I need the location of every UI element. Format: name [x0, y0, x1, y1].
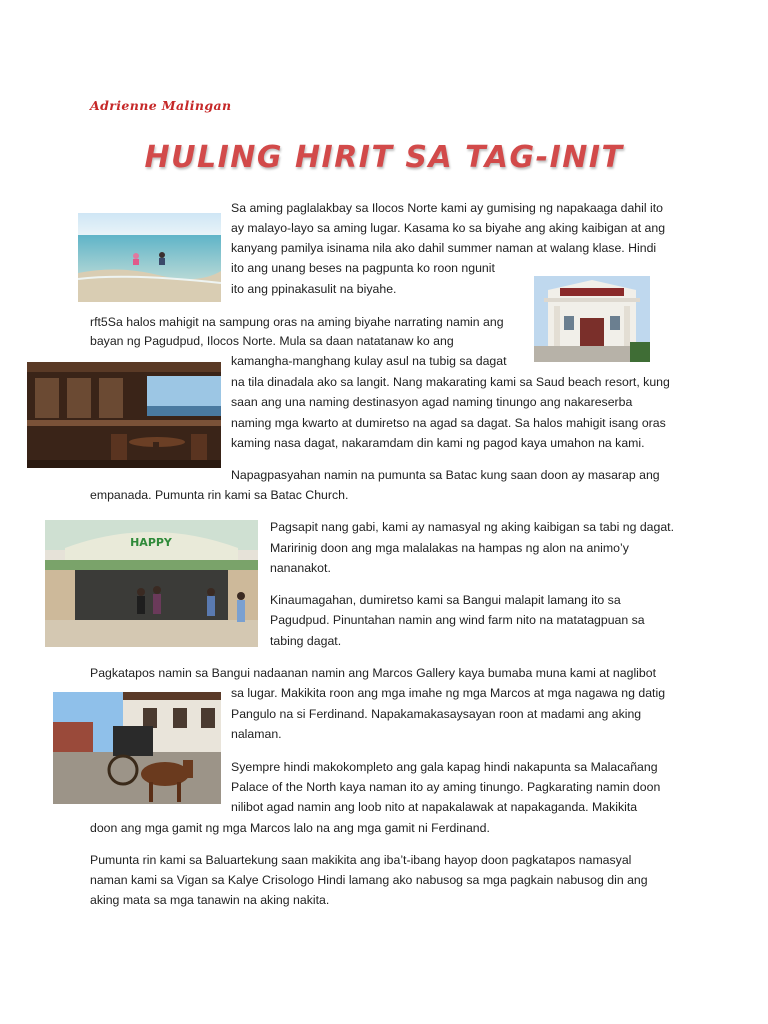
- svg-text:HAPPY: HAPPY: [130, 536, 172, 549]
- text-line: Pagudpud. Pinuntahan namin ang wind farm nito na matatagpuan sa: [270, 613, 645, 627]
- text-line: Pumunta rin kami sa Baluartekung saan makikita ang iba’t-ibang hayop doon pagkatapos namasyal: [90, 853, 632, 867]
- text-line: Pagkatapos namin sa Bangui nadaanan namin ang Marcos Gallery kaya bumaba muna kami at naglibot: [90, 666, 656, 680]
- text-line: Pagsapit nang gabi, kami ay namasyal ng aking kaibigan sa tabi ng dagat.: [270, 520, 675, 534]
- text-line: kamangha-manghang kulay asul na tubig sa dagat: [231, 354, 507, 368]
- text-line: doon ang mga gamit ng mga Marcos lalo na ang mga gamit ni Ferdinand.: [90, 821, 490, 835]
- text-line: ito ang ppinakasulit na biyahe.: [231, 282, 397, 296]
- text-line: kaming nasa dagat, nakaramdam din kami ng pagod kaya umahon na kami.: [231, 436, 645, 450]
- text-line: ito ang unang beses na pagpunta ko roon ngunit: [231, 261, 495, 275]
- beach-photo: [78, 213, 221, 302]
- text-line: Napagpasyahan namin na pumunta sa Batac kung saan doon ay masarap ang: [231, 468, 660, 482]
- church-photo: [534, 276, 650, 362]
- author-name: Adrienne Malingan: [90, 98, 232, 113]
- text-line: Sa aming paglalakbay sa Ilocos Norte kami ay gumising ng napakaaga dahil ito: [231, 201, 664, 215]
- text-line: kanyang pamilya isinama nila ako dahil summer naman at walang klase. Hindi: [231, 241, 657, 255]
- text-line: bayan ng Pagudpud, Ilocos Norte. Mula sa daan natatanaw ko ang: [90, 334, 454, 348]
- text-line: Kinaumagahan, dumiretso kami sa Bangui malapit lamang ito sa: [270, 593, 621, 607]
- text-line: naman kami sa Vigan sa Kalye Crisologo Hindi lamang ako nabusog sa mga pagkain nabusog din ang: [90, 873, 648, 887]
- text-line: nalaman.: [231, 727, 282, 741]
- text-line: nilibot agad namin ang loob nito at napakalawak at napakaganda. Makikita: [231, 800, 638, 814]
- text-line: empanada. Pumunta rin kami sa Batac Church.: [90, 488, 349, 502]
- text-line: sa lugar. Makikita roon ang mga imahe ng mga Marcos at mga nagawa ng datig: [231, 686, 666, 700]
- resort-interior-photo: [27, 362, 221, 468]
- kalesa-street-photo: [53, 692, 221, 804]
- page-title: HULING HIRIT SA TAG-INIT: [144, 140, 624, 175]
- text-line: nananakot.: [270, 561, 331, 575]
- text-line: aking mata sa mga tanawin na aking nakita.: [90, 893, 330, 907]
- text-line: ay malayo-layo sa aming lugar. Kasama ko sa biyahe ang aking kaibigan at ang: [231, 221, 666, 235]
- text-line: na tila dinadala ako sa langit. Nang makarating kami sa Saud beach resort, kung: [231, 375, 670, 389]
- resort-entrance-photo: [45, 520, 258, 647]
- text-line: Syempre hindi makokompleto ang gala kapag hindi nakapunta sa Malacañang: [231, 760, 658, 774]
- text-line: naming mga kwarto at dumiretso na agad sa dagat. Sa halos mahigit isang oras: [231, 416, 666, 430]
- text-line: Maririnig doon ang mga malalakas na hampas ng alon na animo’y: [270, 541, 629, 555]
- text-line: tabing dagat.: [270, 634, 342, 648]
- text-line: saan ang una naming destinasyon agad naming tinungo ang nakareserba: [231, 395, 633, 409]
- text-line: Pangulo na si Ferdinand. Napakamakasaysayan roon at madami ang aking: [231, 707, 642, 721]
- text-line: Palace of the North kaya naman ito ay aming tinungo. Pagkarating namin doon: [231, 780, 661, 794]
- text-line: rft5Sa halos mahigit na sampung oras na aming biyahe narrating namin ang: [90, 315, 504, 329]
